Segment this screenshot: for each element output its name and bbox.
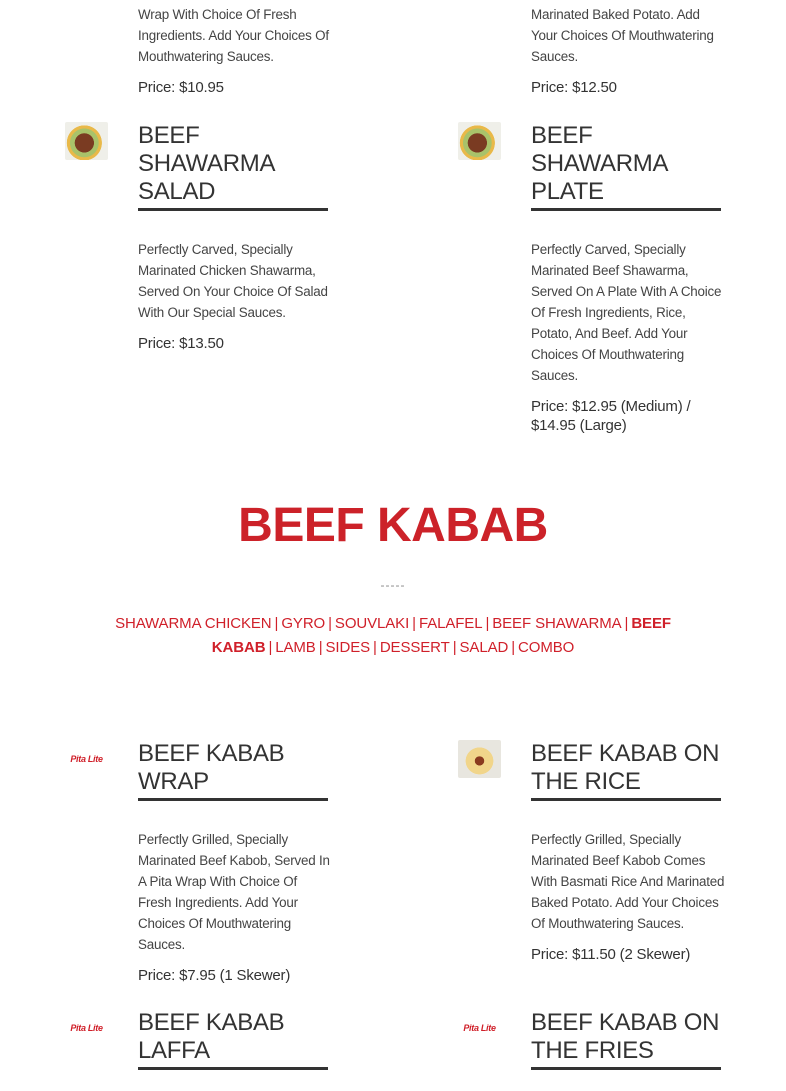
nav-separator: |	[268, 639, 273, 656]
item-description: Perfectly Carved, Specially Marinated Beef Shawarma, Served On A Plate With A Choice Of Fresh Ingredients, Rice, Potato, And Beef. Add Your Choices Of Mouthwatering Sauces.	[531, 242, 722, 383]
item-image[interactable]	[458, 740, 501, 778]
nav-link-dessert[interactable]: DESSERT	[379, 639, 450, 656]
item-price: Price: $12.95 (Medium) / $14.95 (Large)	[531, 398, 691, 434]
nav-separator: |	[511, 639, 516, 656]
nav-link-gyro[interactable]: GYRO	[281, 615, 326, 632]
item-price: Price: $12.50	[531, 79, 617, 96]
item-price: Price: $11.50 (2 Skewer)	[531, 946, 691, 963]
item-description: Perfectly Carved, Specially Marinated Chicken Shawarma, Served On Your Choice Of Salad With Our Special Sauces.	[138, 242, 328, 320]
item-title: BEEF KABAB ON THE RICE	[531, 740, 721, 801]
nav-link-souvlaki[interactable]: SOUVLAKI	[334, 615, 410, 632]
nav-separator: |	[274, 615, 279, 632]
nav-separator: |	[452, 639, 457, 656]
nav-link-falafel[interactable]: FALAFEL	[418, 615, 483, 632]
pita-lite-logo-image[interactable]: Pita Lite	[70, 754, 103, 764]
nav-link-shawarma-chicken[interactable]: SHAWARMA CHICKEN	[115, 615, 272, 632]
nav-link-lamb[interactable]: LAMB	[275, 639, 316, 656]
category-nav	[55, 612, 731, 660]
nav-separator: |	[412, 615, 416, 632]
nav-link-sides[interactable]: SIDES	[325, 639, 371, 656]
section-heading: BEEF KABAB	[238, 499, 548, 552]
nav-link-beef-shawarma[interactable]: BEEF SHAWARMA	[492, 615, 622, 632]
item-title: BEEF KABAB LAFFA	[138, 1009, 328, 1070]
item-price: Price: $7.95 (1 Skewer)	[138, 967, 291, 984]
section-divider: -----	[380, 578, 406, 592]
pita-lite-logo-image[interactable]: Pita Lite	[70, 1023, 103, 1033]
item-title: BEEF SHAWARMA SALAD	[138, 122, 328, 211]
pita-lite-logo-image[interactable]: Pita Lite	[463, 1023, 496, 1033]
item-title: BEEF SHAWARMA PLATE	[531, 122, 721, 211]
item-description: Perfectly Grilled, Specially Marinated Beef Kabob, Served In A Pita Wrap With Choice Of Fresh Ingredients. Add Your Choices Of Mouthwatering Sauces.	[138, 832, 330, 952]
nav-separator: |	[328, 615, 332, 632]
nav-separator: |	[373, 639, 377, 656]
item-description: Marinated Baked Potato. Add Your Choices Of Mouthwatering Sauces.	[531, 7, 714, 64]
nav-link-combo[interactable]: COMBO	[518, 639, 575, 656]
item-image[interactable]	[458, 122, 501, 160]
nav-link-beef-kabab[interactable]: BEEF KABAB	[211, 615, 671, 656]
item-title: BEEF KABAB ON THE FRIES	[531, 1009, 721, 1070]
item-title: BEEF KABAB WRAP	[138, 740, 328, 801]
nav-link-salad[interactable]: SALAD	[459, 639, 509, 656]
item-description: Perfectly Grilled, Specially Marinated Beef Kabob Comes With Basmati Rice And Marinated Baked Potato. Add Your Choices Of Mouthwatering Sauces.	[531, 832, 725, 931]
item-price: Price: $10.95	[138, 79, 224, 96]
nav-separator: |	[624, 615, 629, 632]
item-price: Price: $13.50	[138, 335, 224, 352]
nav-separator: |	[318, 639, 323, 656]
item-image[interactable]	[65, 122, 108, 160]
item-description: Wrap With Choice Of Fresh Ingredients. Add Your Choices Of Mouthwatering Sauces.	[138, 7, 329, 64]
nav-separator: |	[485, 615, 490, 632]
